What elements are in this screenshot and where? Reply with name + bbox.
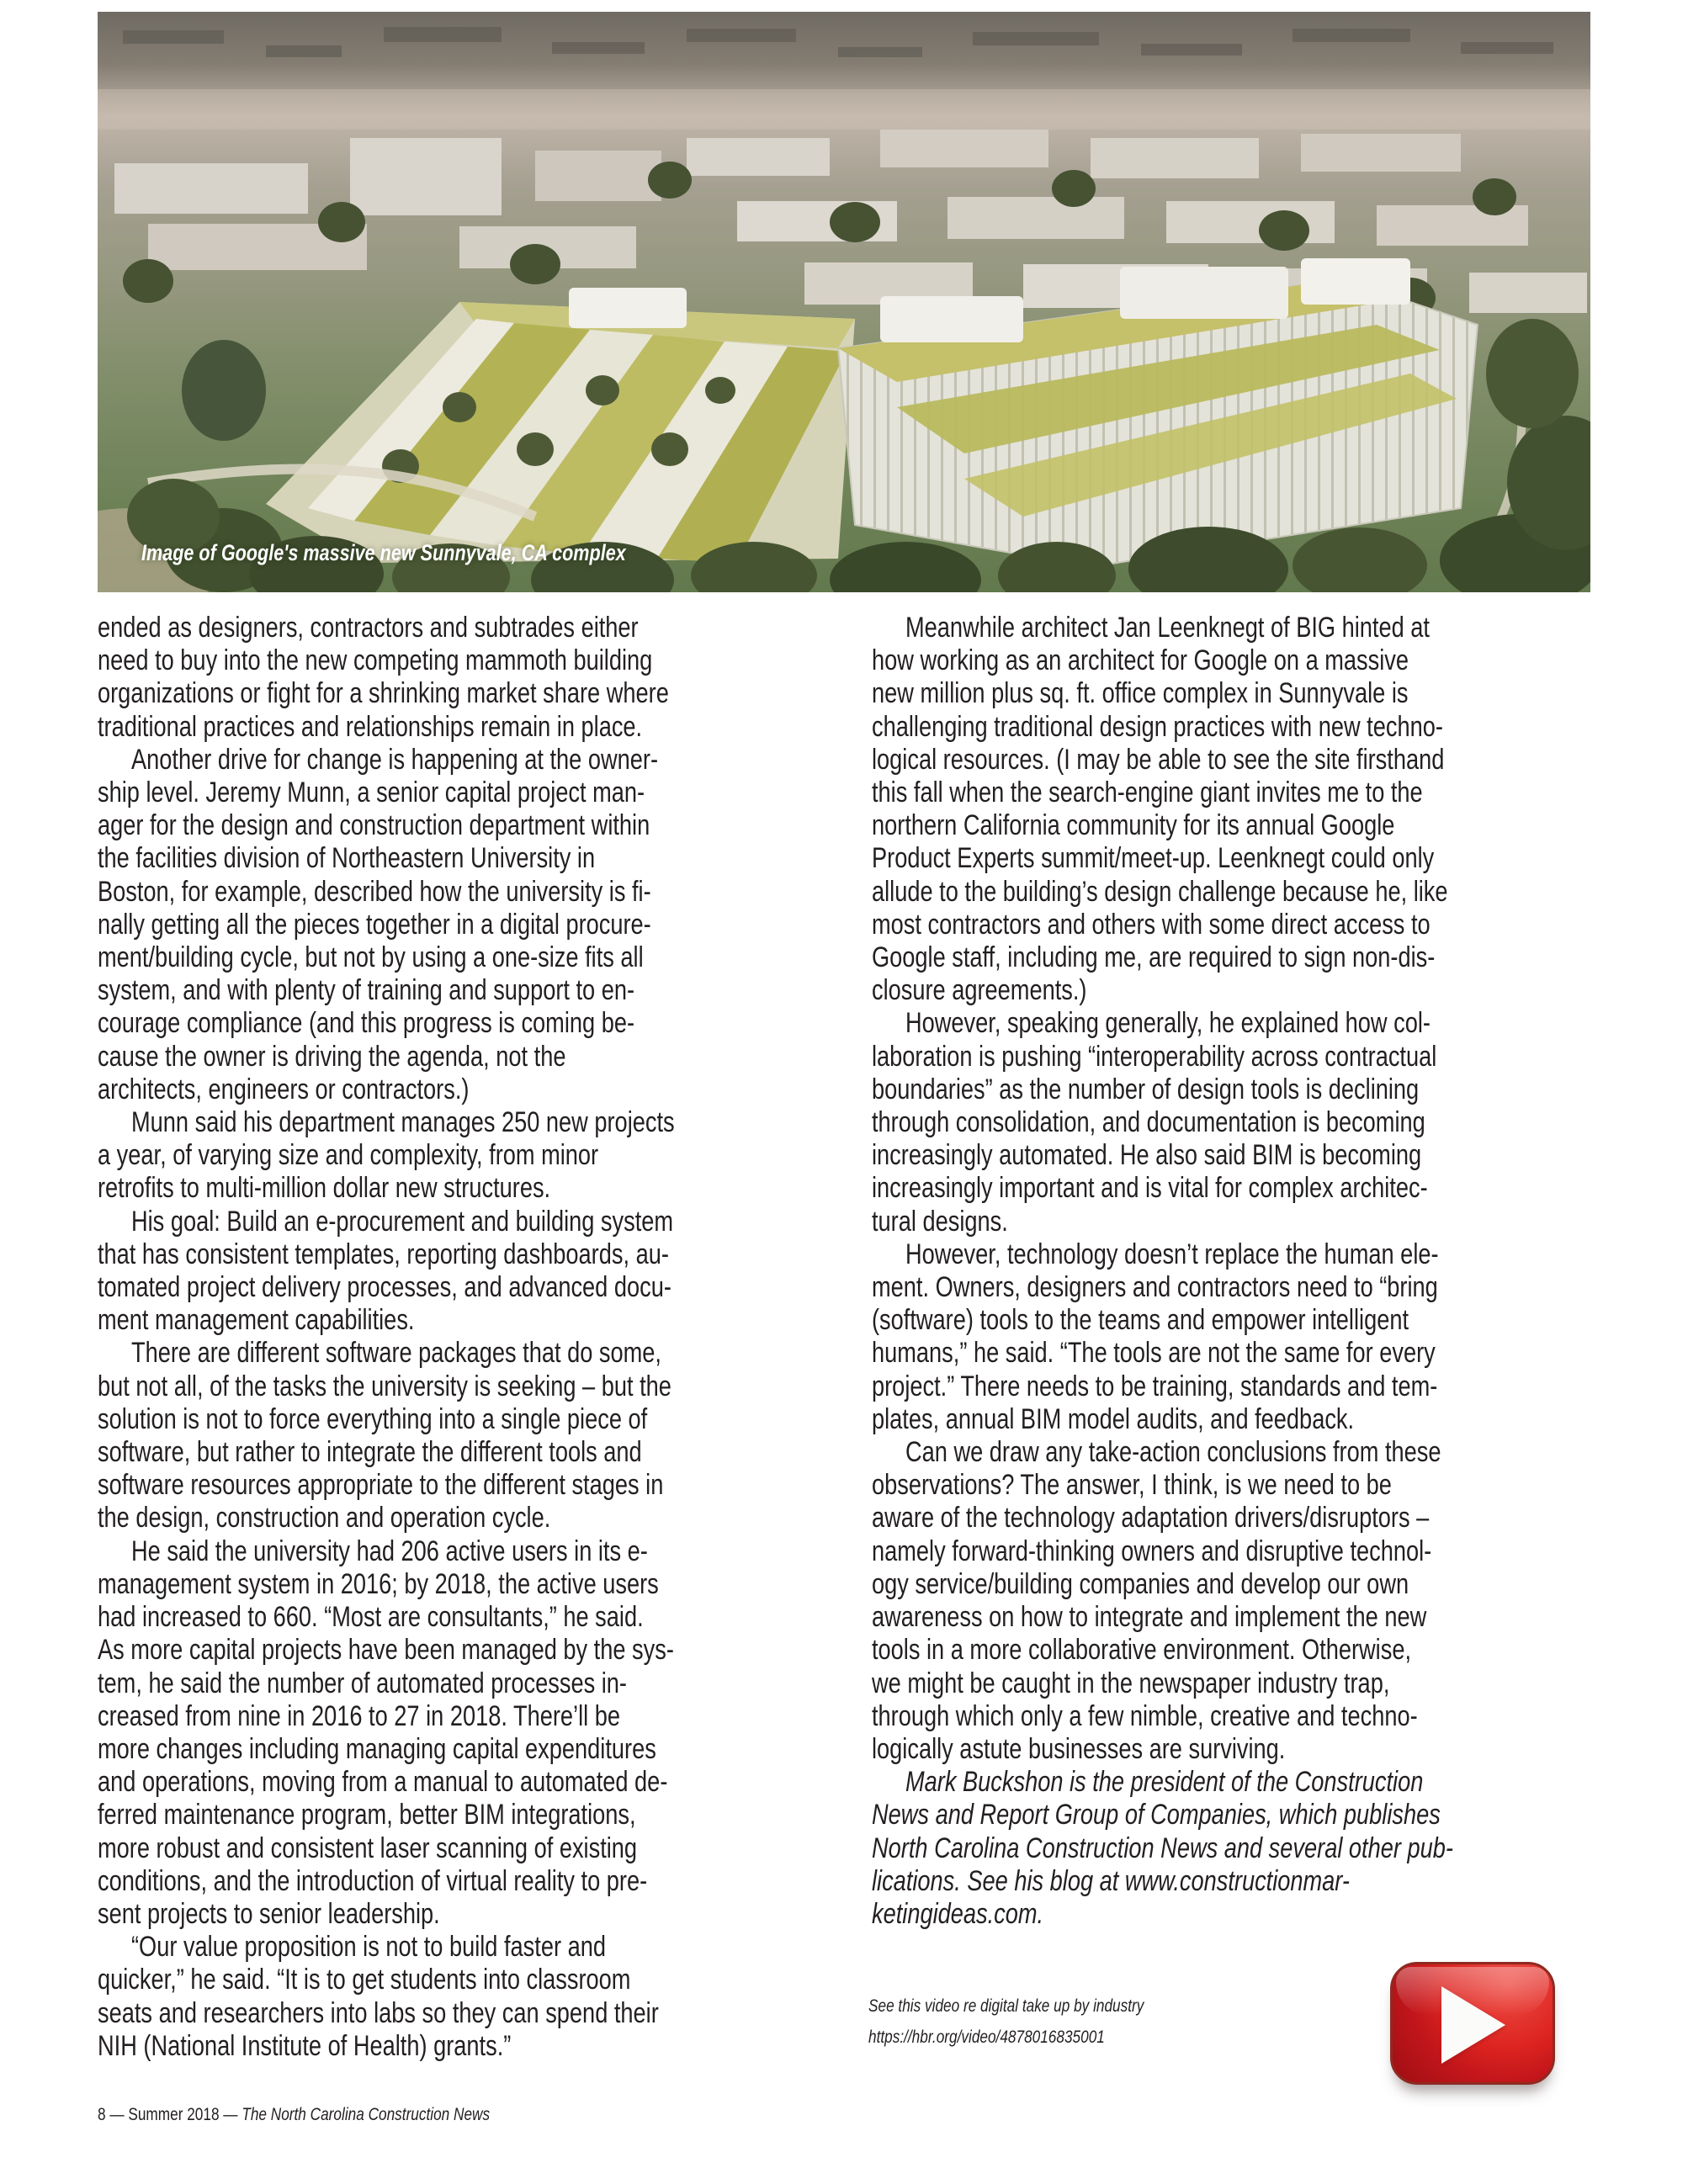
- text-line: this fall when the search-engine giant invites me to the: [872, 777, 1423, 809]
- text-line: more changes including managing capital expenditures: [98, 1732, 656, 1765]
- footer-publication: The North Carolina Construction News: [242, 2105, 491, 2124]
- text-line: However, speaking generally, he explained how col-: [905, 1007, 1431, 1040]
- text-line: courage compliance (and this progress is coming be-: [98, 1007, 635, 1040]
- text-line: Google staff, including me, are required to sign non-dis-: [872, 941, 1436, 974]
- text-line: most contractors and others with some direct access to: [872, 908, 1431, 941]
- text-line: He said the university had 206 active users in its e-: [131, 1535, 648, 1567]
- text-line: observations? The answer, I think, is we need to be: [872, 1469, 1392, 1502]
- text-line: awareness on how to integrate and implement the new: [872, 1601, 1427, 1634]
- text-line: Mark Buckshon is the president of the Construction: [905, 1766, 1424, 1799]
- text-line: North Carolina Construction News and several other pub-: [872, 1831, 1453, 1864]
- text-line: ended as designers, contractors and subtrades either: [98, 612, 639, 644]
- text-line: tural designs.: [872, 1205, 1008, 1238]
- text-line: system, and with plenty of training and support to en-: [98, 974, 635, 1007]
- text-line: the design, construction and operation cycle.: [98, 1502, 551, 1535]
- text-line: Can we draw any take-action conclusions from these: [905, 1436, 1441, 1469]
- text-line: through consolidation, and documentation is becoming: [872, 1106, 1425, 1139]
- text-line: northern California community for its annual Google: [872, 809, 1395, 842]
- article-column-right: [872, 612, 1595, 1931]
- text-line: Meanwhile architect Jan Leenknegt of BIG hinted at: [905, 612, 1430, 644]
- text-line: the facilities division of Northeastern University in: [98, 842, 596, 875]
- text-line: quicker,” he said. “It is to get students into classroom: [98, 1964, 631, 1996]
- text-line: namely forward-thinking owners and disruptive technol-: [872, 1535, 1432, 1567]
- text-line: ager for the design and construction department within: [98, 809, 650, 842]
- text-line: sent projects to senior leadership.: [98, 1897, 440, 1930]
- text-line: laboration is pushing “interoperability across contractual: [872, 1040, 1437, 1073]
- text-line: logical resources. (I may be able to see the site firsthand: [872, 743, 1445, 776]
- text-line: plates, annual BIM model audits, and feedback.: [872, 1402, 1355, 1435]
- text-line: His goal: Build an e-procurement and building system: [131, 1205, 674, 1238]
- text-line: Another drive for change is happening at the owner-: [131, 743, 658, 776]
- text-line: that has consistent templates, reporting dashboards, au-: [98, 1238, 669, 1270]
- text-line: how working as an architect for Google on a massive: [872, 644, 1409, 677]
- text-line: boundaries” as the number of design tools is declining: [872, 1073, 1420, 1105]
- text-line: “Our value proposition is not to build faster and: [131, 1931, 606, 1964]
- text-line: humans,” he said. “The tools are not the same for every: [872, 1337, 1436, 1370]
- text-line: had increased to 660. “Most are consultants,” he said.: [98, 1601, 644, 1634]
- text-line: software resources appropriate to the different stages in: [98, 1469, 664, 1502]
- text-line: allude to the building’s design challenge because he, like: [872, 875, 1448, 908]
- youtube-play-icon[interactable]: [1390, 1962, 1555, 2085]
- text-line: organizations or fight for a shrinking market share where: [98, 677, 669, 710]
- photo-caption: Image of Google's massive new Sunnyvale, CA complex: [141, 540, 626, 565]
- text-line: Munn said his department manages 250 new projects: [131, 1106, 675, 1139]
- text-line: ment/building cycle, but not by using a one-size fits all: [98, 941, 644, 974]
- text-line: management system in 2016; by 2018, the active users: [98, 1567, 659, 1600]
- text-line: tomated project delivery processes, and advanced docu-: [98, 1271, 671, 1304]
- article-column-left: [98, 612, 821, 2063]
- text-line: cause the owner is driving the agenda, not the: [98, 1040, 566, 1073]
- text-line: ogy service/building companies and develop our own: [872, 1567, 1409, 1600]
- text-line: As more capital projects have been managed by the sys-: [98, 1634, 674, 1667]
- text-line: ment management capabilities.: [98, 1304, 415, 1337]
- text-line: challenging traditional design practices with new techno-: [872, 710, 1443, 743]
- text-line: NIH (National Institute of Health) grants.”: [98, 2029, 512, 2062]
- text-line: and operations, moving from a manual to automated de-: [98, 1766, 668, 1799]
- play-triangle-icon: [1441, 1986, 1505, 2064]
- text-line: conditions, and the introduction of virtual reality to pre-: [98, 1864, 648, 1897]
- video-note-text: See this video re digital take up by industry: [868, 1996, 1144, 2016]
- text-line: lications. See his blog at www.constructionmar-: [872, 1864, 1350, 1897]
- text-line: nally getting all the pieces together in a digital procure-: [98, 908, 651, 941]
- text-line: need to buy into the new competing mammoth building: [98, 644, 653, 677]
- video-note: [868, 1991, 1144, 2053]
- text-line: creased from nine in 2016 to 27 in 2018. There’ll be: [98, 1699, 620, 1732]
- text-line: ment. Owners, designers and contractors need to “bring: [872, 1271, 1438, 1304]
- text-line: traditional practices and relationships remain in place.: [98, 710, 643, 743]
- text-line: through which only a few nimble, creative and techno-: [872, 1699, 1418, 1732]
- text-line: Boston, for example, described how the university is fi-: [98, 875, 651, 908]
- text-line: logically astute businesses are surviving.: [872, 1732, 1286, 1765]
- text-line: project.” There needs to be training, standards and tem-: [872, 1370, 1438, 1402]
- text-line: However, technology doesn’t replace the human ele-: [905, 1238, 1439, 1270]
- text-line: more robust and consistent laser scanning of existing: [98, 1831, 638, 1864]
- text-line: There are different software packages that do some,: [131, 1337, 661, 1370]
- text-line: but not all, of the tasks the university is seeking – but the: [98, 1370, 671, 1402]
- text-line: (software) tools to the teams and empower intelligent: [872, 1304, 1409, 1337]
- article-photo: [98, 12, 1590, 592]
- text-line: solution is not to force everything into a single piece of: [98, 1402, 648, 1435]
- text-line: ship level. Jeremy Munn, a senior capital project man-: [98, 777, 645, 809]
- aerial-rendering-illustration: [98, 12, 1590, 592]
- text-line: a year, of varying size and complexity, from minor: [98, 1139, 599, 1172]
- text-line: closure agreements.): [872, 974, 1087, 1007]
- page-footer: [98, 2105, 490, 2125]
- text-line: tools in a more collaborative environment. Otherwise,: [872, 1634, 1412, 1667]
- video-note-url: https://hbr.org/video/4878016835001: [868, 2028, 1105, 2047]
- text-line: retrofits to multi-million dollar new structures.: [98, 1172, 551, 1205]
- text-line: aware of the technology adaptation drivers/disruptors –: [872, 1502, 1430, 1535]
- text-line: tem, he said the number of automated processes in-: [98, 1667, 627, 1699]
- text-line: software, but rather to integrate the different tools and: [98, 1436, 642, 1469]
- text-line: we might be caught in the newspaper industry trap,: [872, 1667, 1390, 1699]
- text-line: increasingly automated. He also said BIM is becoming: [872, 1139, 1422, 1172]
- text-line: ferred maintenance program, better BIM integrations,: [98, 1799, 636, 1831]
- text-line: Product Experts summit/meet-up. Leenknegt could only: [872, 842, 1435, 875]
- text-line: architects, engineers or contractors.): [98, 1073, 470, 1105]
- text-line: new million plus sq. ft. office complex in Sunnyvale is: [872, 677, 1409, 710]
- text-line: seats and researchers into labs so they can spend their: [98, 1996, 659, 2029]
- text-line: News and Report Group of Companies, which publishes: [872, 1799, 1441, 1831]
- footer-issue: 8 — Summer 2018 —: [98, 2105, 242, 2124]
- text-line: increasingly important and is vital for complex architec-: [872, 1172, 1428, 1205]
- text-line: ketingideas.com.: [872, 1897, 1044, 1930]
